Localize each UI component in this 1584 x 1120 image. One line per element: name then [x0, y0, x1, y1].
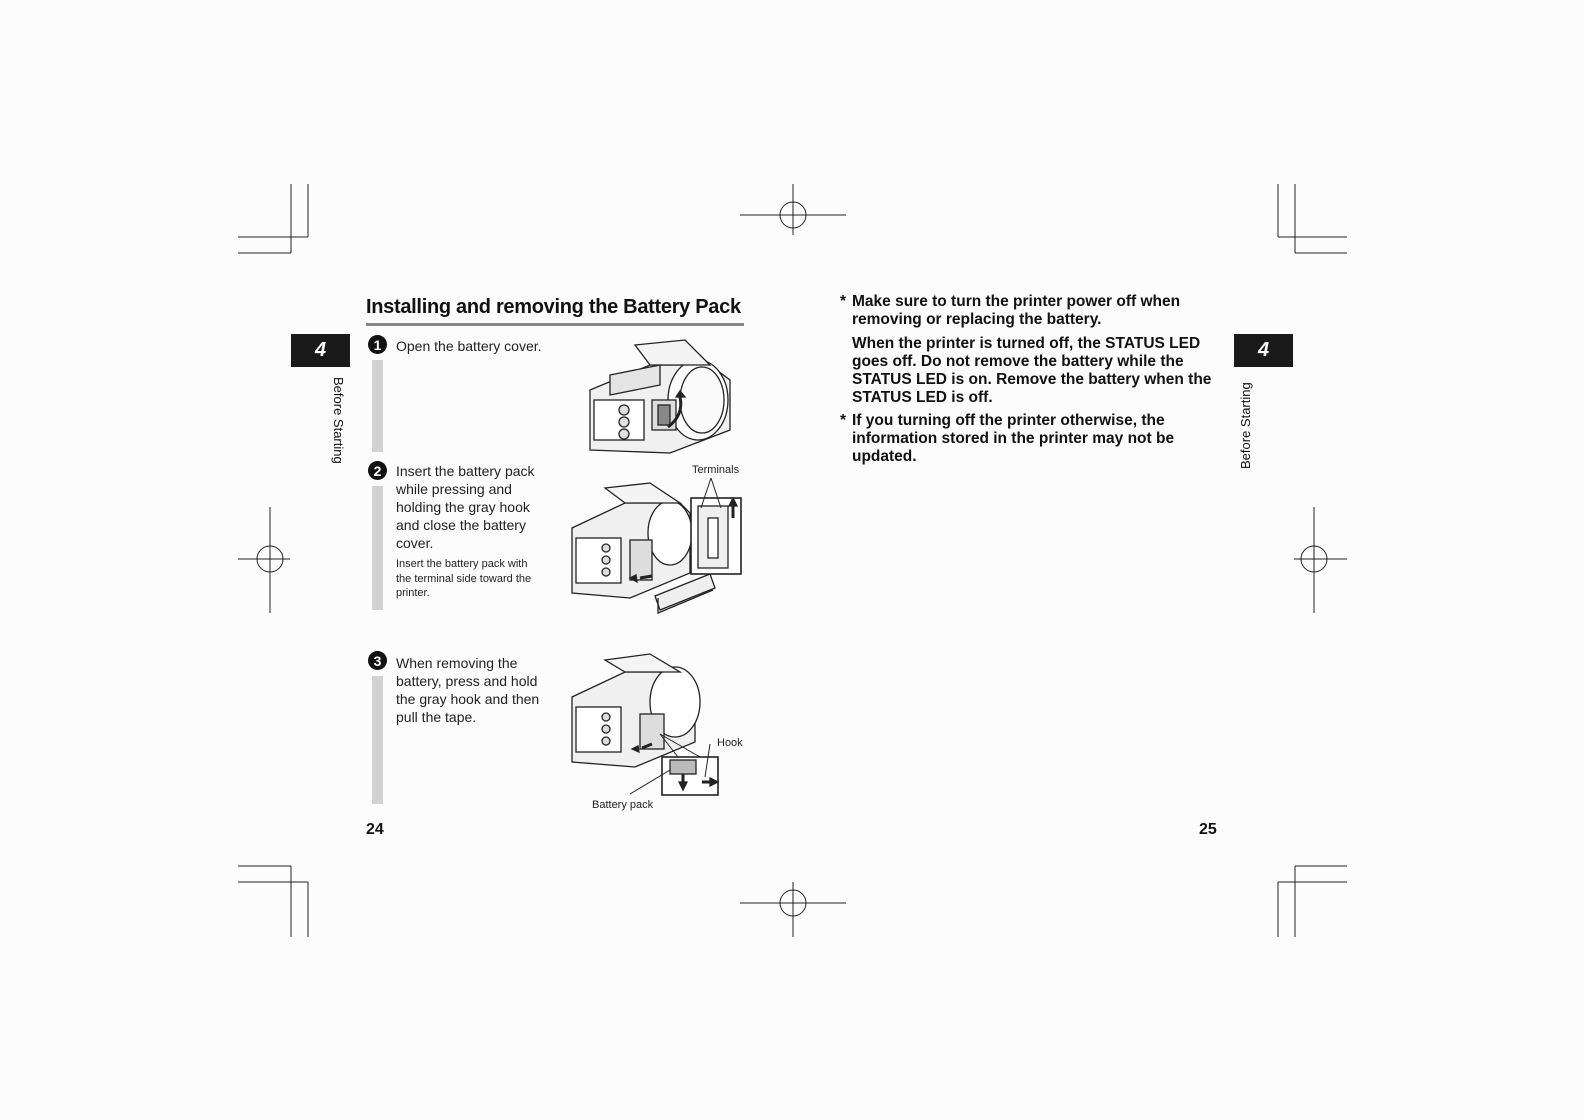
step-3-number: 3 [368, 651, 387, 670]
terminals-label: Terminals [692, 464, 740, 476]
battery-insert-illustration [570, 478, 750, 623]
battery-remove-illustration [570, 652, 730, 802]
note-text: Make sure to turn the printer power off when removing or replacing the battery. [852, 293, 1181, 328]
step-3-bar [372, 676, 383, 804]
battery-pack-label: Battery pack [592, 799, 654, 811]
step-2-number: 2 [368, 461, 387, 480]
page-number-left: 24 [366, 821, 384, 838]
page-number-right: 25 [1199, 821, 1217, 838]
chapter-tab-right: 4 [1234, 334, 1293, 367]
step-1-number: 1 [368, 335, 387, 354]
note-information [840, 412, 1197, 466]
step-1-bar [372, 360, 383, 452]
note-marker: * [840, 412, 847, 429]
step-2-bar [372, 486, 383, 610]
note-marker: * [840, 293, 847, 310]
note-status-led [852, 335, 1222, 407]
hook-label: Hook [717, 737, 743, 749]
note-power-off [840, 293, 1222, 329]
printer-open-cover-illustration [580, 335, 740, 460]
step-3-text: When removing the battery, press and hold the gray hook and then pull the tape. [396, 655, 540, 725]
step-2-text: Insert the battery pack while pressing and holding the gray hook and close the battery cover. [396, 463, 535, 551]
note-text: If you turning off the printer otherwise, the information stored in the printer may not be updated. [852, 412, 1175, 465]
chapter-label-left: Before Starting [331, 377, 346, 464]
note-text: When the printer is turned off, the STATUS LED goes off. Do not remove the battery while the STATUS LED is on. Remove the battery when the STATUS LED is off. [852, 335, 1212, 406]
page-title: Installing and removing the Battery Pack [366, 296, 744, 326]
step-1-text: Open the battery cover. [396, 338, 542, 354]
chapter-label-right: Before Starting [1238, 382, 1253, 469]
step-2-note: Insert the battery pack with the terminal side toward the printer. [396, 558, 532, 599]
chapter-tab-left: 4 [291, 334, 350, 367]
